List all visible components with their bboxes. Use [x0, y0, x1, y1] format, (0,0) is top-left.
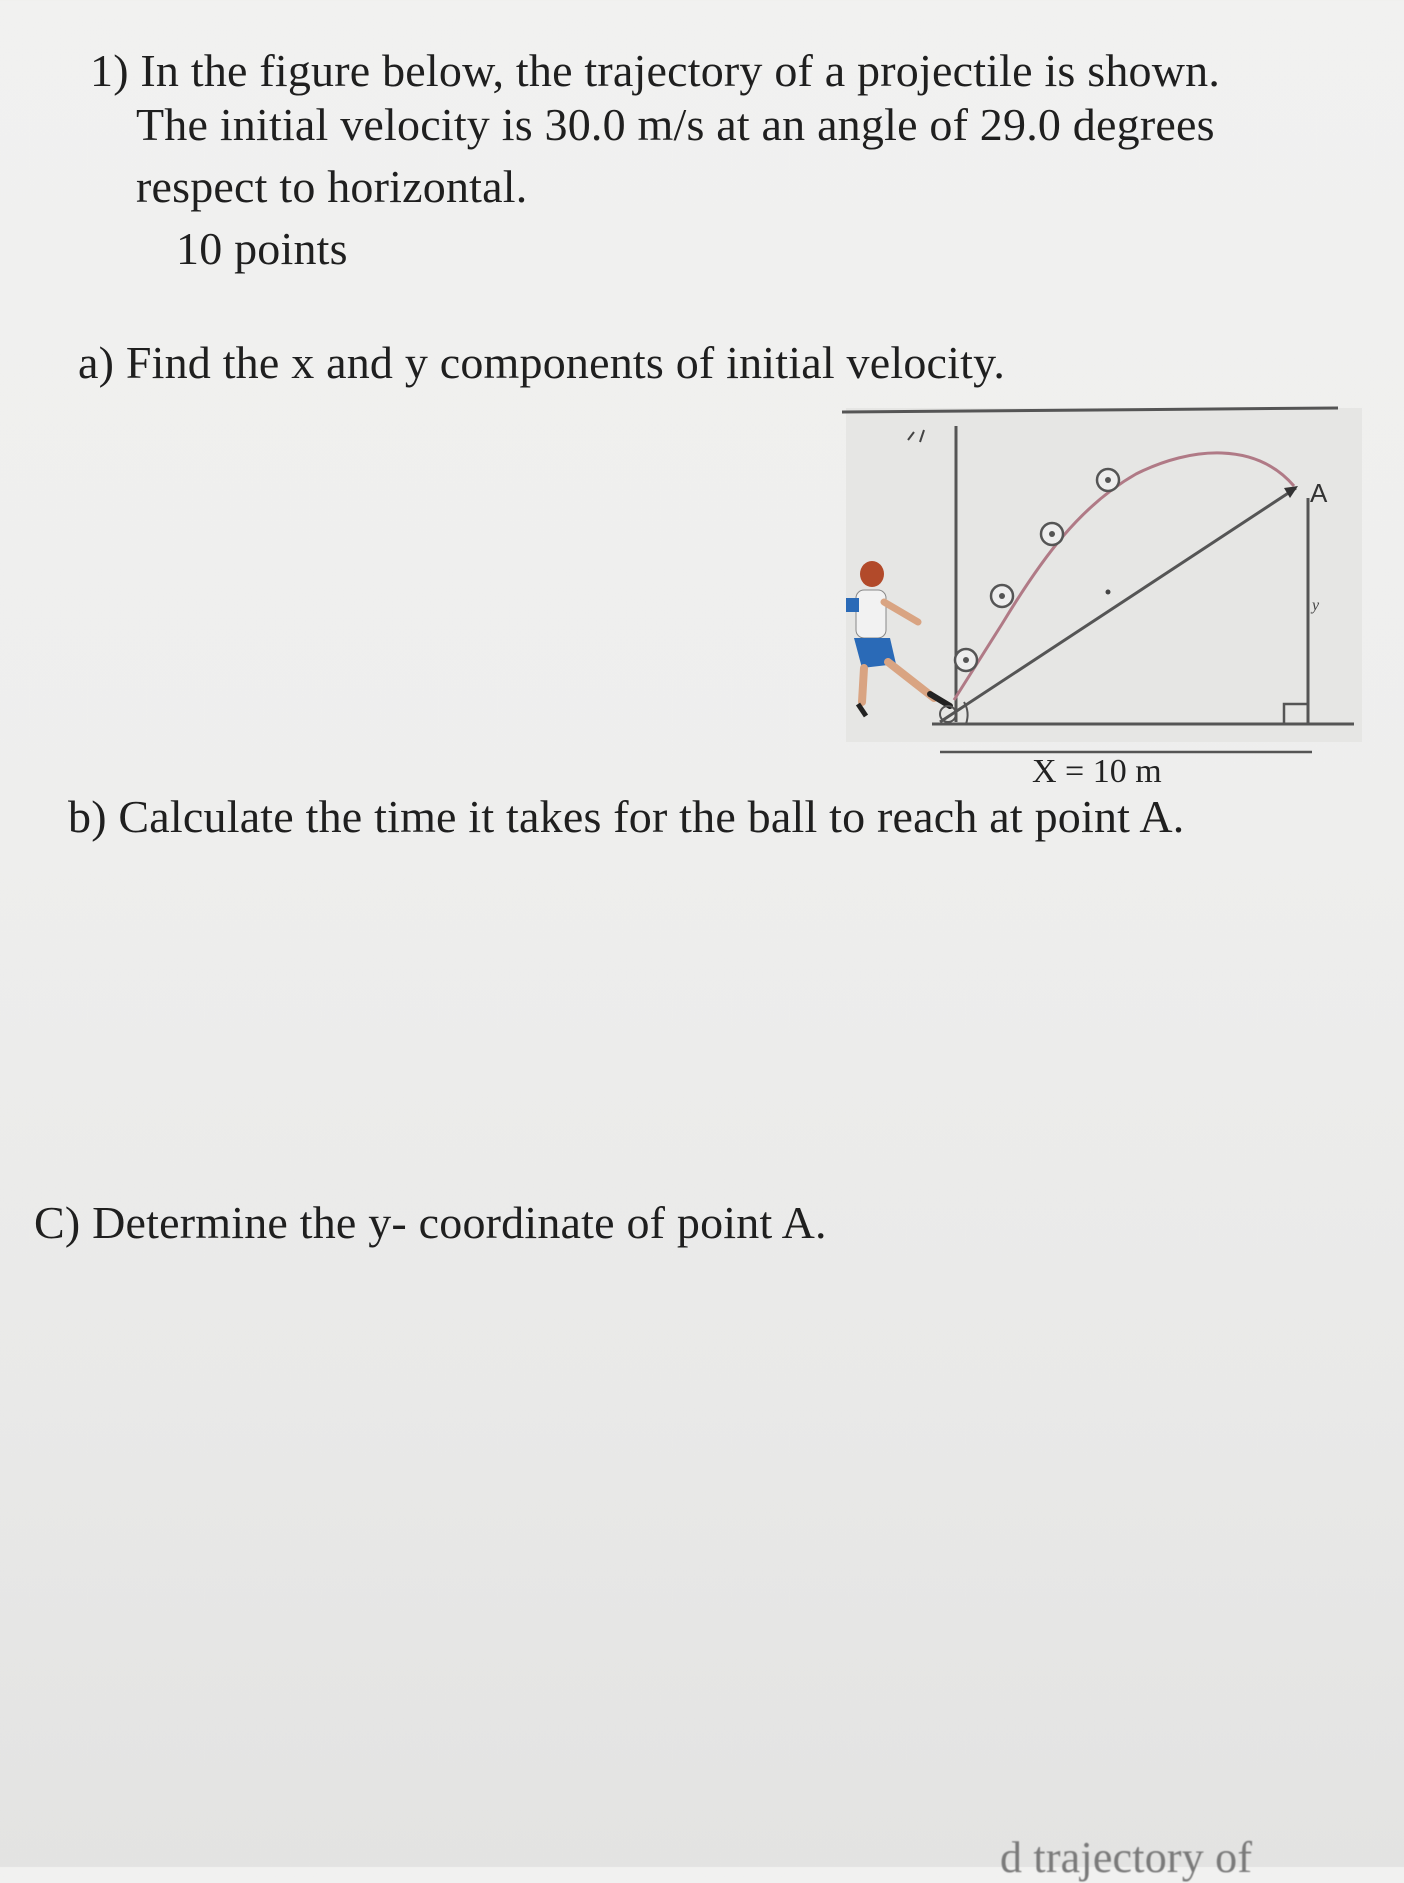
question-points: 10 points: [176, 223, 348, 274]
projectile-figure: [836, 402, 1376, 792]
part-b-text: b) Calculate the time it takes for the ball to reach at point A.: [68, 791, 1185, 842]
y-label: y: [1312, 597, 1320, 614]
part-c-text: C) Determine the y- coordinate of point A.: [34, 1197, 827, 1248]
point-A-label: A: [1310, 478, 1328, 508]
cutoff-bottom-text: d trajectory of: [1000, 1833, 1253, 1882]
midpoint-dot: [1106, 590, 1111, 595]
question-intro-line-3: respect to horizontal.: [136, 161, 528, 212]
part-a-text: a) Find the x and y components of initial velocity.: [78, 337, 1006, 388]
x-distance-label: X = 10 m: [1032, 753, 1162, 790]
question-intro-line-2: The initial velocity is 30.0 m/s at an angle of 29.0 degrees: [136, 99, 1215, 150]
question-intro-line-1: 1) In the figure below, the trajectory of a projectile is shown.: [90, 45, 1221, 96]
